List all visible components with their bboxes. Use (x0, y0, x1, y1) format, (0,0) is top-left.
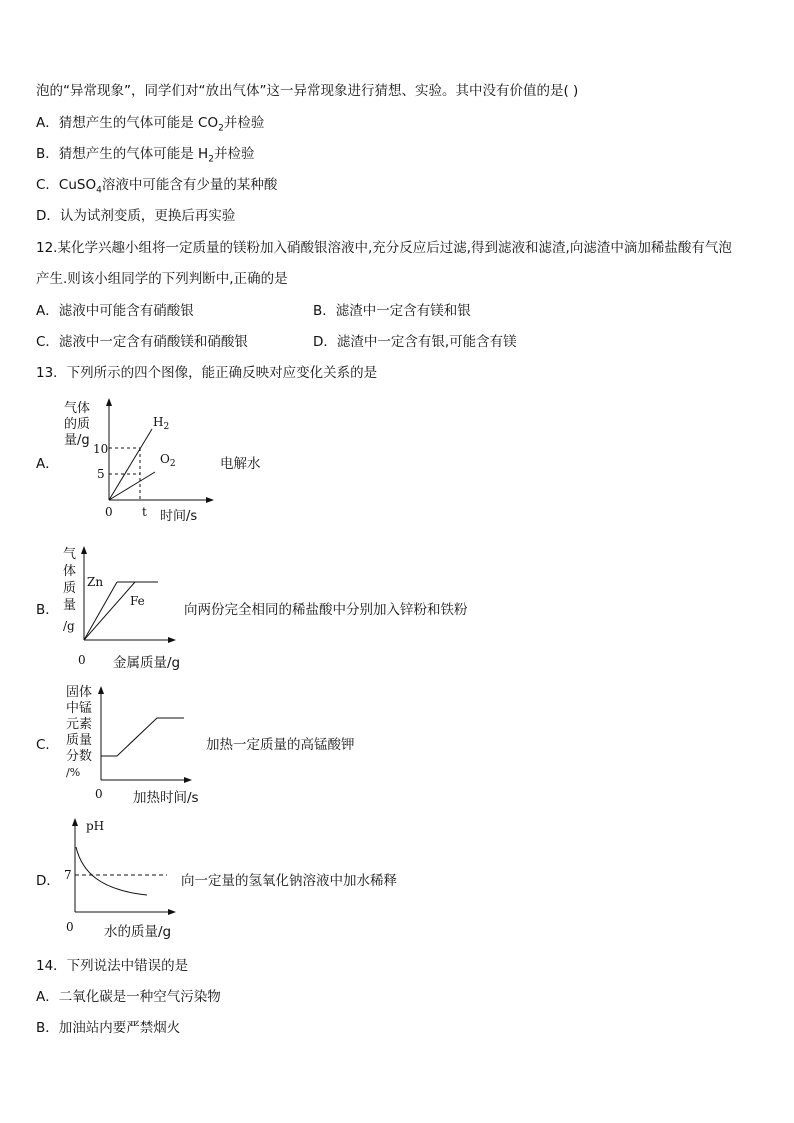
q13-b-fe-line (84, 582, 135, 640)
q11-option-b: B．猜想产生的气体可能是 $H_2$并检验 (36, 146, 255, 165)
q13-c-ylabel-5: 分数 (66, 749, 93, 764)
q13-a-label-h2: $H_2$ (153, 415, 170, 432)
q11-option-c: C．CuSO$_4$溶液中可能含有少量的某种酸 (36, 177, 278, 196)
q13-b-label-zn: Zn (87, 575, 104, 589)
q12-option-b: B．滤渣中一定含有镁和银 (313, 303, 471, 319)
q13-c-ylabel-2: 中锰 (66, 701, 93, 716)
q13-a-graph (60, 396, 230, 526)
q13-c-ylabel-1: 固体 (66, 685, 93, 700)
q12-option-c: C．滤液中一定含有硝酸镁和硝酸银 (36, 334, 248, 350)
q13-c-x-arrow (184, 777, 192, 783)
q13-d-x-arrow (168, 909, 176, 915)
q13-b-xlabel: 金属质量/g (113, 655, 181, 671)
q13-a-y-arrow (106, 398, 112, 406)
q13-b-ylabel-5: /g (63, 619, 75, 633)
q13-a-caption: 电解水 (220, 456, 261, 472)
q11-option-d: D．认为试剂变质，更换后再实验 (36, 208, 236, 224)
q13-a-h2-line (109, 429, 152, 500)
q13-b-x-arrow (168, 637, 176, 643)
q13-b-ylabel-1: 气 (63, 547, 77, 562)
q13-c-letter: C． (36, 737, 59, 753)
q13-c-ylabel-6: /% (66, 766, 81, 779)
q13-b-ylabel-3: 质 (63, 581, 77, 596)
q12-option-d: D．滤渣中一定含有银,可能含有镁 (313, 334, 517, 350)
q13-b-ylabel-2: 体 (63, 564, 77, 579)
q13-a-letter: A． (36, 456, 59, 472)
q13-c-curve (101, 718, 184, 756)
q13-d-xlabel: 水的质量/g (104, 924, 172, 940)
q13-d-curve (76, 847, 147, 895)
q13-a-ylabel-3: 量/g (64, 433, 90, 448)
q13-b-caption: 向两份完全相同的稀盐酸中分别加入锌粉和铁粉 (184, 602, 468, 618)
q13-a-origin: 0 (105, 505, 113, 519)
q14-option-b: B．加油站内要严禁烟火 (36, 1020, 181, 1036)
q13-b-letter: B． (36, 602, 59, 618)
q13-c-origin: 0 (95, 787, 103, 801)
q13-a-xtick-t: t (142, 505, 147, 519)
q11-option-a: A．猜想产生的气体可能是 $CO_2$并检验 (36, 115, 265, 134)
q13-a-xlabel: 时间/s (160, 509, 198, 524)
q13-c-caption: 加热一定质量的高锰酸钾 (206, 737, 355, 753)
q13-d-caption: 向一定量的氢氧化钠溶液中加水稀释 (181, 873, 397, 889)
q13-d-ylabel: pH (86, 819, 105, 833)
q13-a-x-arrow (206, 497, 214, 503)
q13-stem: 13．下列所示的四个图像，能正确反映对应变化关系的是 (36, 365, 378, 381)
q13-a-label-o2: $O_2$ (160, 452, 176, 469)
q12-stem-line2: 产生.则该小组同学的下列判断中,正确的是 (36, 271, 288, 287)
q12-stem-line1: 12.某化学兴趣小组将一定质量的镁粉加入硝酸银溶液中,充分反应后过滤,得到滤液和滤渣,向滤渣中滴加稀盐酸有气泡 (36, 240, 732, 256)
q13-b-zn-line (84, 582, 117, 640)
q13-d-y-arrow (72, 818, 78, 826)
q13-d-letter: D． (36, 873, 60, 889)
q14-option-a: A．二氧化碳是一种空气污染物 (36, 989, 221, 1005)
q13-d-ytick-7: 7 (64, 868, 72, 882)
q13-b-ylabel-4: 量 (63, 598, 77, 613)
q13-c-ylabel-3: 元素 (66, 717, 93, 732)
q13-a-ylabel-2: 的质 (64, 417, 91, 432)
q12-option-a: A．滤液中可能含有硝酸银 (36, 303, 194, 319)
q13-c-ylabel-4: 质量 (66, 733, 93, 748)
q13-d-origin: 0 (66, 920, 74, 934)
q13-a-o2-line (109, 472, 155, 500)
q13-a-ylabel-1: 气体 (64, 401, 91, 416)
q13-b-origin: 0 (78, 653, 86, 667)
q13-c-y-arrow (98, 686, 104, 694)
q13-c-xlabel: 加热时间/s (133, 790, 199, 806)
q14-stem: 14．下列说法中错误的是 (36, 958, 189, 974)
q13-a-ytick-10: 10 (93, 442, 109, 456)
q13-a-ytick-5: 5 (97, 467, 105, 481)
q13-b-y-arrow (81, 546, 87, 554)
q11-stem: 泡的“异常现象”，同学们对“放出气体”这一异常现象进行猜想、实验。其中没有价值的是( ) (36, 83, 579, 99)
q13-b-label-fe: Fe (130, 594, 145, 608)
